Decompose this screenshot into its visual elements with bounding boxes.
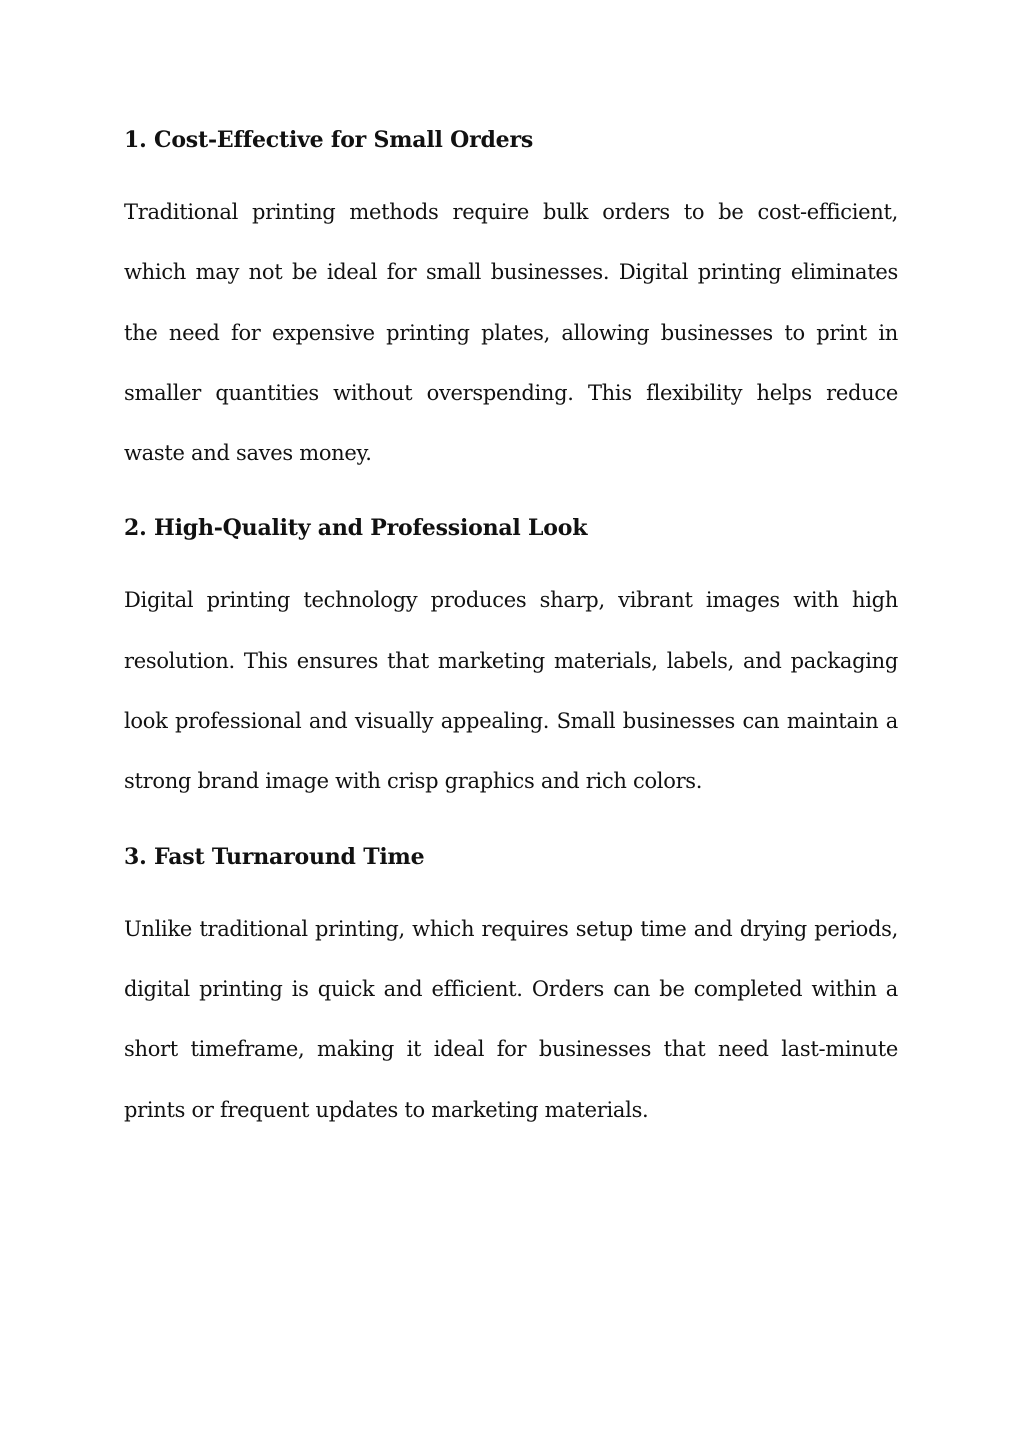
section-heading-cost-effective: 1. Cost-Effective for Small Orders [124, 127, 534, 153]
section-body-high-quality: Digital printing technology produces sharp, vibrant images with high resolution. This ensures that marketing materials, labels, and packaging look professional and visually appealing. Small businesses can maintain a strong brand image with crisp graphics and rich colors. [124, 588, 898, 794]
section-heading-high-quality: 2. High-Quality and Professional Look [124, 515, 588, 542]
document-content [124, 118, 898, 1140]
section-heading-fast-turnaround: 3. Fast Turnaround Time [124, 843, 425, 870]
section-body-cost-effective: Traditional printing methods require bulk orders to be cost-efficient, which may not be ideal for small businesses. Digital printing eliminates the need for expensive printing plates, allowing businesses to print in smaller quantities without overspending. This flexibility helps reduce waste and saves money. [124, 200, 898, 466]
section-body-fast-turnaround: Unlike traditional printing, which requires setup time and drying periods, digital printing is quick and efficient. Orders can be completed within a short timeframe, making it ideal for businesses that need last-minute prints or frequent updates to marketing materials. [124, 916, 898, 1122]
